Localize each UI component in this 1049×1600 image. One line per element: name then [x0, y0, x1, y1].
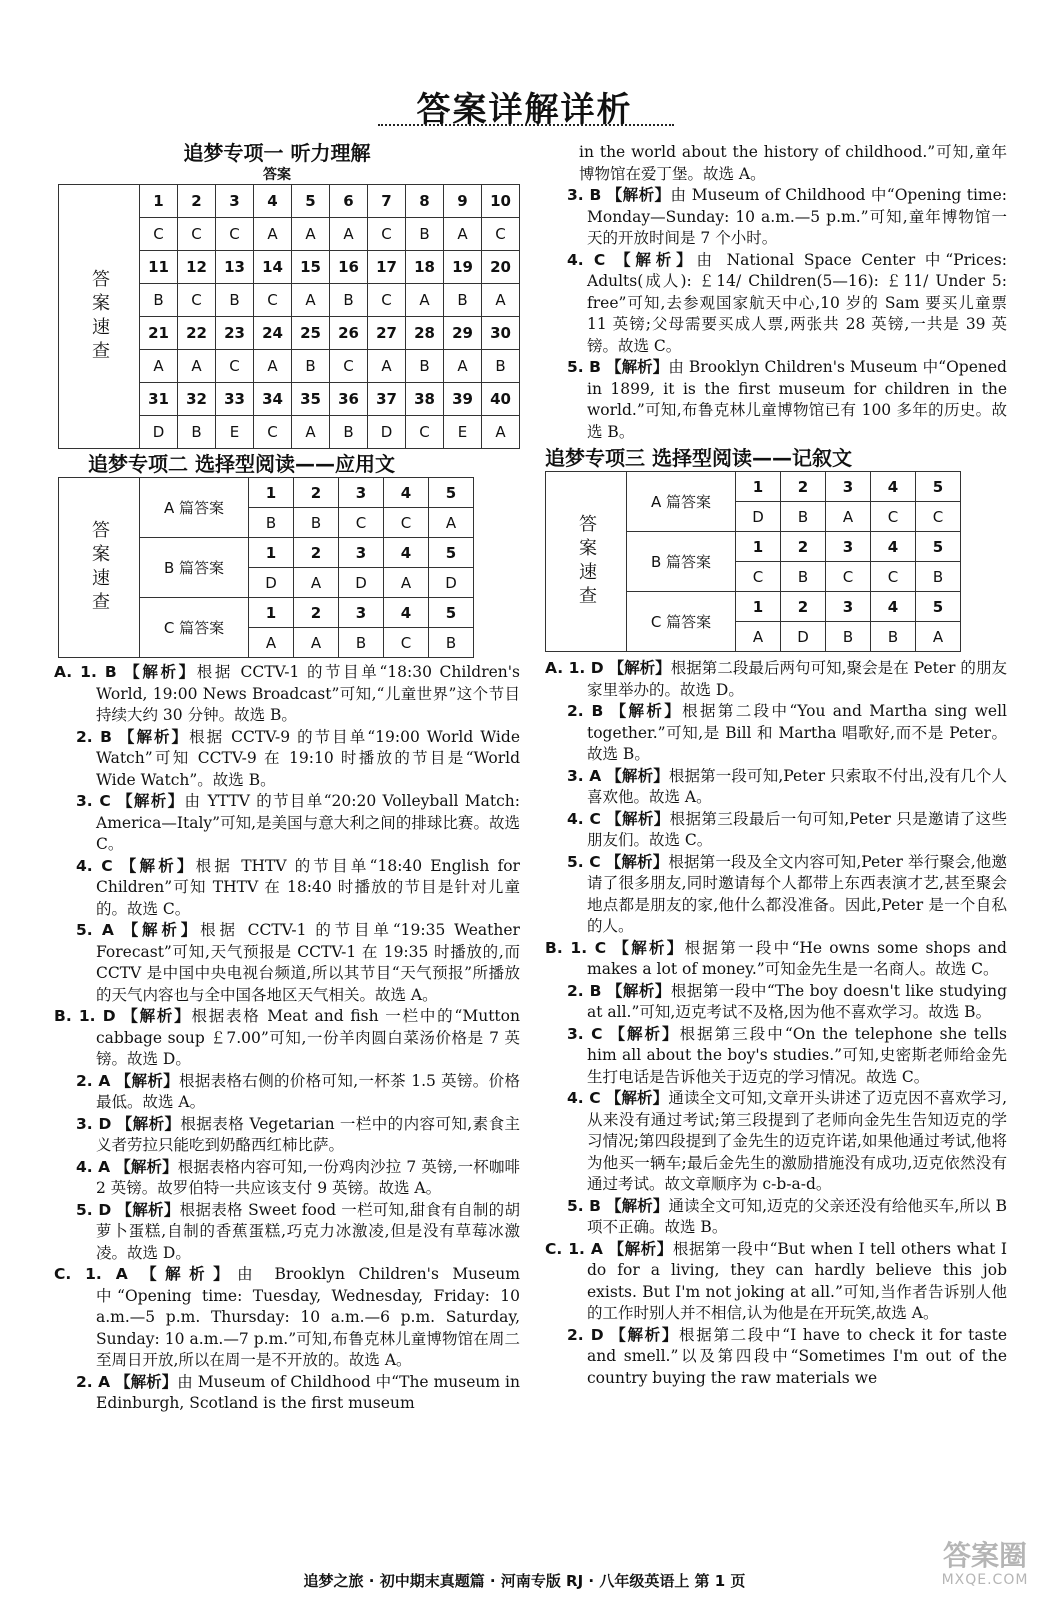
explanation-item [567, 701, 1007, 766]
question-number: 23 [216, 317, 254, 350]
item-tag: 【解析】 [122, 921, 201, 939]
answer-cell: B [781, 562, 826, 592]
answer-cell: D [429, 568, 474, 598]
question-number: 4 [384, 598, 429, 628]
item-number: 5. B [567, 358, 601, 376]
answer-cell: A [294, 628, 339, 658]
section1-subtitle: 答案 [263, 167, 291, 183]
page-footer: 追梦之旅 · 初中期末真题篇 · 河南专版 RJ · 八年级英语上 第 1 页 [303, 1572, 746, 1590]
watermark-main: 答案圈 [942, 1539, 1027, 1572]
question-number: 18 [406, 251, 444, 284]
answer-cell: B [292, 350, 330, 383]
item-number: 3. A [567, 766, 602, 785]
answer-cell: A [292, 416, 330, 449]
item-text: 根据 CCTV-9 的节目单“19:00 World Wide Watch”可知 CCTV-9 在 19:10 时播放的节目是“World Wide Watch”。故选 B。 [96, 727, 520, 789]
item-number: 5. B [567, 1196, 601, 1215]
explanation-item [567, 766, 1007, 809]
item-text: 通读全文可知,迈克的父亲还没有给他买车,所以 B 项不正确。故选 B。 [587, 1196, 1007, 1236]
item-text: 根据第一段及全文内容可知,Peter 举行聚会,他邀请了很多朋友,同时邀请每个人都带上东西表演才艺,甚至聚会地点都是朋友的家,他什么都没准备。因此,Peter 是一个自私的人。 [587, 852, 1007, 935]
answer-cell: C [916, 502, 961, 532]
item-number: 2. B [76, 727, 112, 746]
item-tag: 【解析】 [124, 663, 197, 681]
question-number: 29 [444, 317, 482, 350]
question-number: 1 [249, 478, 294, 508]
right-explanations [545, 142, 1007, 1389]
side-label: 答案速查 [59, 478, 140, 658]
question-number: 13 [216, 251, 254, 284]
answer-cell: C [736, 562, 781, 592]
item-text: 由 National Space Center 中“Prices: Adults(成人): ￡14/ Children(5—16): ￡11/ Under 5: free”可知,去参观国家航天中心,10 岁的 Sam 要买儿童票 11 英镑;父母需要买成人票,两张共 28 英镑,一共是 39 英镑。故选 C。 [587, 250, 1007, 355]
group-label: A 篇答案 [627, 472, 736, 532]
item-number: 2. B [567, 981, 602, 1000]
left-column [54, 140, 520, 1415]
answer-cell: C [368, 218, 406, 251]
item-tag: 【解析】 [615, 250, 697, 269]
explanation-item [76, 1200, 520, 1265]
question-number: 5 [429, 538, 474, 568]
question-number: 17 [368, 251, 406, 284]
item-text: 根据表格右侧的价格可知,一杯茶 1.5 英镑。价格最低。故选 A。 [96, 1071, 520, 1111]
answer-cell: A [384, 568, 429, 598]
question-number: 1 [140, 185, 178, 218]
answer-cell: B [294, 508, 339, 538]
answer-cell: D [140, 416, 178, 449]
answer-cell: C [826, 562, 871, 592]
item-number: 5. A [76, 921, 114, 939]
explanation-item [76, 1372, 520, 1415]
question-number: 22 [178, 317, 216, 350]
question-number: 3 [216, 185, 254, 218]
answer-cell: C [254, 284, 292, 317]
section3-title: 追梦专项三 选择型阅读——记叙文 [545, 446, 852, 470]
item-number: 2. D [567, 1325, 604, 1344]
explanation-item [567, 1196, 1007, 1239]
item-tag: 【解析】 [115, 1372, 178, 1391]
item-text: 根据第一段中“The boy doesn't like studying at all.”可知,迈克考试不及格,因为他不喜欢学习。故选 B。 [587, 981, 1007, 1021]
answer-cell: B [330, 416, 368, 449]
question-number: 2 [178, 185, 216, 218]
answer-cell: B [429, 628, 474, 658]
question-number: 39 [444, 383, 482, 416]
item-tag: 【解析】 [613, 938, 685, 957]
answer-cell: A [406, 284, 444, 317]
explanation-item [76, 1114, 520, 1157]
item-tag: 【解析】 [606, 186, 671, 204]
question-number: 2 [781, 472, 826, 502]
explanation-item [76, 1157, 520, 1200]
explanation-item [54, 1006, 520, 1071]
item-text: 根据表格 Meat and fish 一栏中的“Mutton cabbage soup ￡7.00”可知,一份羊肉圆白菜汤价格是 7 英镑。故选 D。 [96, 1007, 520, 1068]
answer-cell: B [249, 508, 294, 538]
question-number: 4 [871, 472, 916, 502]
item-text: 根据第一段可知,Peter 只索取不付出,没有几个人喜欢他。故选 A。 [587, 766, 1007, 806]
item-number: 4. C [567, 1089, 601, 1107]
explanation-item [54, 662, 520, 727]
item-text: 通读全文可知,文章开头讲述了迈克因不喜欢学习,从来没有通过考试;第三段提到了老师向金先生告知迈克的学习情况;第四段提到了金先生的迈克许诺,如果他通过考试,他将为他买一辆车;最后金先生的激励措施没有成功,迈克依然没有通过考试。故文章顺序为 c-b-a-d。 [587, 1089, 1007, 1193]
item-number: B. 1. D [54, 1007, 116, 1025]
item-tag: 【解析】 [605, 358, 669, 376]
answer-cell: A [916, 622, 961, 652]
question-number: 25 [292, 317, 330, 350]
question-number: 16 [330, 251, 368, 284]
section2-title: 追梦专项二 选择型阅读——应用文 [88, 452, 395, 476]
question-number: 5 [429, 478, 474, 508]
answer-cell: C [482, 218, 520, 251]
question-number: 4 [871, 532, 916, 562]
item-tag: 【解析】 [115, 1157, 178, 1176]
question-number: 4 [384, 538, 429, 568]
item-text: 根据表格内容可知,一份鸡肉沙拉 7 英镑,一杯咖啡 2 英镑。故罗伯特一共应该支付 9 英镑。故选 A。 [96, 1157, 520, 1197]
group-label: C 篇答案 [140, 598, 249, 658]
explanation-item [567, 1088, 1007, 1196]
item-tag: 【解析】 [606, 981, 671, 1000]
question-number: 4 [384, 478, 429, 508]
question-number: 3 [339, 598, 384, 628]
item-number: 3. D [76, 1114, 112, 1133]
item-tag: 【解析】 [115, 1071, 180, 1090]
item-tag: 【解析】 [606, 1196, 669, 1215]
answer-cell: B [781, 502, 826, 532]
answer-cell: C [871, 562, 916, 592]
table-row [59, 185, 520, 218]
explanation-item [567, 250, 1007, 358]
page-title: 答案详解详析 [416, 90, 633, 130]
group-label: A 篇答案 [140, 478, 249, 538]
question-number: 21 [140, 317, 178, 350]
section3-answer-table [545, 471, 961, 652]
item-number: 2. A [76, 1372, 111, 1391]
question-number: 20 [482, 251, 520, 284]
question-number: 34 [254, 383, 292, 416]
explanation-item [76, 920, 520, 1006]
explanation-item [76, 791, 520, 856]
item-tag: 【解析】 [610, 1325, 680, 1344]
item-number: 5. C [567, 852, 601, 871]
item-tag: 【解析】 [609, 1024, 680, 1043]
item-text: 由 YTTV 的节目单“20:20 Volleyball Match: America—Italy”可知,是美国与意大利之间的排球比赛。故选 C。 [96, 792, 520, 853]
item-number: A. 1. D [545, 659, 604, 677]
question-number: 3 [339, 478, 384, 508]
item-text: 由 Museum of Childhood 中“Opening time: Monday—Sunday: 10 a.m.—5 p.m.”可知,童年博物馆一天的开放时间是 7 个小时。 [587, 186, 1007, 247]
question-number: 6 [330, 185, 368, 218]
answer-cell: E [444, 416, 482, 449]
item-number: 4. C [76, 856, 113, 875]
question-number: 1 [249, 538, 294, 568]
side-label: 答案速查 [59, 185, 140, 449]
explanation-item [76, 856, 520, 921]
item-text: 根据第二段中“I have to check it for taste and smell.”以及第四段中“Sometimes I'm out of the country buying the raw materials we [587, 1325, 1007, 1387]
item-number: 2. A [76, 1071, 111, 1090]
question-number: 5 [916, 472, 961, 502]
answer-cell: C [216, 218, 254, 251]
explanation-item [545, 142, 1007, 185]
question-number: 30 [482, 317, 520, 350]
question-number: 5 [292, 185, 330, 218]
answer-cell: D [339, 568, 384, 598]
item-text: 根据第一段中“He owns some shops and makes a lot of money.”可知金先生是一名商人。故选 C。 [587, 938, 1007, 978]
item-number: 3. C [76, 792, 111, 810]
watermark-sub: MXQE.COM [941, 1572, 1029, 1588]
title-rule [378, 124, 674, 126]
question-number: 2 [781, 532, 826, 562]
item-tag: 【解析】 [608, 659, 671, 677]
question-number: 37 [368, 383, 406, 416]
explanation-item [567, 852, 1007, 938]
item-tag: 【解析】 [608, 1239, 673, 1258]
question-number: 2 [781, 592, 826, 622]
answer-cell: B [140, 284, 178, 317]
question-number: 4 [254, 185, 292, 218]
section1-title: 追梦专项一 听力理解 [183, 141, 371, 165]
item-text: 根据第二段最后两句可知,聚会是在 Peter 的朋友家里举办的。故选 D。 [587, 659, 1007, 699]
question-number: 31 [140, 383, 178, 416]
item-text: 根据第一段中“But when I tell others what I do for a living, they can hardly believe this job exists. But I'm not joking at all.”可知,当作者告诉别人他的工作时别人并不相信,认为他是在开玩笑,故选 A。 [587, 1239, 1007, 1322]
question-number: 12 [178, 251, 216, 284]
item-text: 由 Brooklyn Children's Museum 中“Opened in 1899, it is the first museum for children in the world.”可知,布鲁克林儿童博物馆已有 100 多年的历史。故选 B。 [587, 358, 1007, 441]
answer-cell: D [249, 568, 294, 598]
side-label: 答案速查 [546, 472, 627, 652]
answer-cell: D [368, 416, 406, 449]
item-number: 4. C [567, 809, 601, 828]
answer-cell: A [140, 350, 178, 383]
item-number: 3. B [567, 186, 602, 204]
item-tag: 【解析】 [120, 856, 196, 875]
answer-cell: B [482, 350, 520, 383]
question-number: 35 [292, 383, 330, 416]
answer-cell: A [292, 218, 330, 251]
answer-cell: A [294, 568, 339, 598]
answer-cell: C [254, 416, 292, 449]
answer-cell: B [330, 284, 368, 317]
answer-cell: C [368, 284, 406, 317]
answer-cell: A [178, 350, 216, 383]
answer-cell: A [482, 416, 520, 449]
explanation-item [76, 1071, 520, 1114]
answer-cell: A [292, 284, 330, 317]
item-tag: 【解析】 [606, 766, 669, 785]
question-number: 8 [406, 185, 444, 218]
group-label: B 篇答案 [627, 532, 736, 592]
item-tag: 【解析】 [116, 1114, 181, 1133]
group-label: B 篇答案 [140, 538, 249, 598]
item-text: 根据 THTV 的节目单“18:40 English for Children”可知 THTV 在 18:40 时播放的节目是针对儿童的。故选 C。 [96, 856, 520, 918]
answer-cell: B [339, 628, 384, 658]
item-text: 根据 CCTV-1 的节目单“18:30 Children's World, 19:00 News Broadcast”可知,“儿童世界”这个节目持续大约 30 分钟。故选 B。 [96, 663, 520, 724]
explanation-item [567, 981, 1007, 1024]
question-number: 5 [429, 598, 474, 628]
explanation-item [545, 1239, 1007, 1325]
item-tag: 【解析】 [605, 852, 669, 871]
answer-cell: A [736, 622, 781, 652]
question-number: 24 [254, 317, 292, 350]
answer-cell: B [216, 284, 254, 317]
answer-cell: A [429, 508, 474, 538]
explanation-item [54, 1264, 520, 1372]
question-number: 5 [916, 532, 961, 562]
item-text: 由 Museum of Childhood 中“The museum in Edinburgh, Scotland is the first museum [96, 1372, 520, 1412]
item-text: 根据第二段中“You and Martha sing well together.”可知,是 Bill 和 Martha 唱歌好,而不是 Peter。故选 B。 [587, 702, 1007, 763]
answer-cell: B [444, 284, 482, 317]
answer-cell: B [406, 350, 444, 383]
answer-cell: E [216, 416, 254, 449]
item-tag: 【解析】 [116, 1200, 180, 1219]
item-tag: 【解析】 [117, 792, 185, 810]
item-number: 5. D [76, 1200, 112, 1219]
item-number: 4. C [567, 250, 606, 269]
question-number: 36 [330, 383, 368, 416]
question-number: 1 [736, 592, 781, 622]
answer-cell: C [384, 508, 429, 538]
item-tag: 【解析】 [122, 1007, 192, 1025]
answer-cell: C [871, 502, 916, 532]
question-number: 15 [292, 251, 330, 284]
question-number: 9 [444, 185, 482, 218]
item-number: C. 1. A [545, 1239, 603, 1258]
question-number: 27 [368, 317, 406, 350]
answer-cell: A [254, 218, 292, 251]
answer-cell: D [781, 622, 826, 652]
question-number: 2 [294, 538, 339, 568]
question-number: 3 [826, 592, 871, 622]
item-tag: 【解析】 [606, 809, 670, 828]
answer-cell: A [249, 628, 294, 658]
group-label: C 篇答案 [627, 592, 736, 652]
answer-cell: C [140, 218, 178, 251]
question-number: 33 [216, 383, 254, 416]
answer-cell: B [916, 562, 961, 592]
explanation-item [567, 1325, 1007, 1390]
question-number: 7 [368, 185, 406, 218]
answer-cell: A [330, 218, 368, 251]
section2-answer-table [58, 477, 474, 658]
item-tag: 【解析】 [118, 727, 190, 746]
question-number: 3 [339, 538, 384, 568]
answer-cell: A [826, 502, 871, 532]
item-tag: 【解析】 [141, 1265, 238, 1283]
question-number: 1 [249, 598, 294, 628]
answer-cell: B [178, 416, 216, 449]
question-number: 19 [444, 251, 482, 284]
answer-cell: C [406, 416, 444, 449]
question-number: 1 [736, 532, 781, 562]
question-number: 2 [294, 478, 339, 508]
item-text: 由 Brooklyn Children's Museum 中“Opening time: Tuesday, Wednesday, Friday: 10 a.m.—5 p.m. Thursday: 10 a.m.—6 p.m. Saturday, Sunday: 10 a.m.—7 p.m.”可知,布鲁克林儿童博物馆在周二至周日开放,所以在周一是不开放的。故选 A。 [96, 1265, 520, 1369]
question-number: 14 [254, 251, 292, 284]
answer-cell: B [826, 622, 871, 652]
item-text: 根据 CCTV-1 的节目单“19:35 Weather Forecast”可知,天气预报是 CCTV-1 在 19:35 时播放的,而 CCTV 是中国中央电视台频道,所以其节目“天气预报”所播放的天气内容也与全中国各地区天气相关。故选 A。 [96, 921, 520, 1004]
item-number: B. 1. C [545, 938, 607, 957]
question-number: 26 [330, 317, 368, 350]
answer-cell: C [178, 284, 216, 317]
answer-cell: C [339, 508, 384, 538]
item-number: 4. A [76, 1157, 111, 1176]
item-text: in the world about the history of childhood.”可知,童年博物馆在爱丁堡。故选 A。 [579, 143, 1007, 183]
item-text: 根据第三段中“On the telephone she tells him all about the boy's studies.”可知,史密斯老师给金先生打电话是告诉他关于迈克的学习情况。故选 C。 [587, 1024, 1007, 1086]
explanation-item [567, 185, 1007, 250]
answer-cell: D [736, 502, 781, 532]
question-number: 5 [916, 592, 961, 622]
explanation-item [567, 809, 1007, 852]
answer-cell: A [254, 350, 292, 383]
question-number: 11 [140, 251, 178, 284]
answer-cell: A [368, 350, 406, 383]
explanation-item [567, 1024, 1007, 1089]
question-number: 32 [178, 383, 216, 416]
answer-cell: B [406, 218, 444, 251]
question-number: 4 [871, 592, 916, 622]
table-row [59, 478, 474, 508]
answer-cell: B [871, 622, 916, 652]
question-number: 10 [482, 185, 520, 218]
answer-cell: C [384, 628, 429, 658]
explanation-item [567, 357, 1007, 443]
question-number: 40 [482, 383, 520, 416]
table-row [546, 472, 961, 502]
right-column [545, 140, 1007, 1389]
answer-cell: A [444, 218, 482, 251]
item-text: 根据表格 Vegetarian 一栏中的内容可知,素食主义者劳拉只能吃到奶酪西红柿比萨。 [96, 1114, 520, 1154]
item-text: 根据表格 Sweet food 一栏可知,甜食有自制的胡萝卜蛋糕,自制的香蕉蛋糕,巧克力冰激凌,但是没有草莓冰激凌。故选 D。 [96, 1200, 520, 1262]
question-number: 3 [826, 532, 871, 562]
explanation-item [545, 658, 1007, 701]
item-number: C. 1. A [54, 1265, 128, 1283]
explanation-item [76, 727, 520, 792]
answer-cell: C [330, 350, 368, 383]
question-number: 28 [406, 317, 444, 350]
item-tag: 【解析】 [605, 1089, 669, 1107]
question-number: 2 [294, 598, 339, 628]
item-number: 3. C [567, 1024, 603, 1043]
answer-cell: C [216, 350, 254, 383]
answer-cell: A [482, 284, 520, 317]
section1-answer-table [58, 184, 520, 449]
item-number: A. 1. B [54, 663, 117, 681]
item-number: 2. B [567, 702, 604, 720]
answer-cell: C [178, 218, 216, 251]
explanation-item [545, 938, 1007, 981]
item-text: 根据第三段最后一句可知,Peter 只是邀请了这些朋友们。故选 C。 [587, 809, 1007, 849]
question-number: 1 [736, 472, 781, 502]
item-tag: 【解析】 [610, 702, 683, 720]
watermark-logo [930, 1540, 1040, 1596]
answer-cell: A [444, 350, 482, 383]
question-number: 3 [826, 472, 871, 502]
question-number: 38 [406, 383, 444, 416]
left-explanations [54, 662, 520, 1415]
